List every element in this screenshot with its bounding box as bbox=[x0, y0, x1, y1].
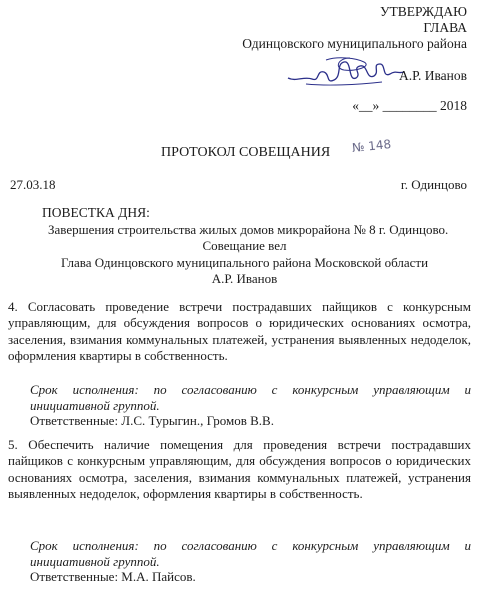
item-4-text: 4. Согласовать проведение встречи пострадавших пайщиков с конкурсным управляющим, для обсуждения вопросов о юридических основаниях осмотра, заселения, взимания коммунальных платежей, устранения выявленных недоделок, оформления квартиры в собственность. bbox=[8, 299, 471, 363]
agenda-line-1: Завершения строительства жилых домов микрорайона № 8 г. Одинцово. bbox=[48, 222, 449, 237]
item-5-deadline: Срок исполнения: по согласованию с конкурсным управляющим и инициативной группой. bbox=[30, 538, 471, 570]
approver-name: А.Р. Иванов bbox=[399, 68, 467, 83]
item-5-text: 5. Обеспечить наличие помещения для проведения встречи пострадавших пайщиков с конкурсным управляющим, для обсуждения вопросов о юридических основаниях осмотра, заселения, взимания коммунальных платежей, устранения выявленных недоделок, оформления квартиры в собственность. bbox=[8, 437, 471, 501]
document-title: ПРОТОКОЛ СОВЕЩАНИЯ bbox=[161, 145, 331, 160]
agenda-line-4: А.Р. Иванов bbox=[211, 271, 278, 286]
approval-date-line bbox=[352, 98, 467, 115]
approver-district: Одинцовского муниципального района bbox=[242, 36, 467, 51]
item-5-responsible: Ответственные: М.А. Пайсов. bbox=[30, 569, 196, 584]
approval-heading: УТВЕРЖДАЮ bbox=[379, 4, 467, 19]
item-4-deadline: Срок исполнения: по согласованию с конкурсным управляющим и инициативной группой. bbox=[30, 382, 471, 414]
approval-date: «__» ________ 2018 bbox=[352, 98, 467, 113]
item-4-responsible: Ответственные: Л.С. Турыгин., Громов В.В. bbox=[30, 413, 274, 428]
agenda-line-2: Совещание вел bbox=[202, 238, 287, 253]
agenda-line-3: Глава Одинцовского муниципального района Московской области bbox=[60, 255, 429, 270]
approver-role: ГЛАВА bbox=[423, 20, 467, 35]
handwritten-signature bbox=[286, 52, 406, 88]
meeting-city: г. Одинцово bbox=[400, 177, 467, 192]
protocol-number: № 148 bbox=[351, 136, 392, 156]
meeting-date: 27.03.18 bbox=[10, 177, 56, 192]
agenda-heading: ПОВЕСТКА ДНЯ: bbox=[42, 205, 150, 220]
